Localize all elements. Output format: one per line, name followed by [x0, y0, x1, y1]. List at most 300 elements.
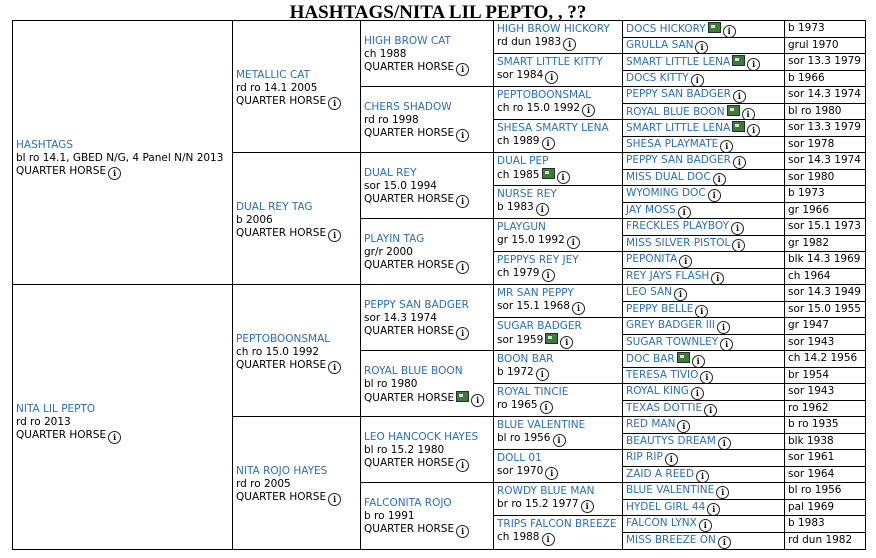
ancestor-cell [361, 351, 494, 417]
info-icon[interactable]: i [704, 404, 717, 417]
info-icon[interactable]: i [542, 269, 555, 282]
horse-name-link[interactable]: MISS DUAL DOC [626, 170, 711, 183]
info-icon[interactable]: i [700, 371, 713, 384]
ancestor-cell [361, 417, 494, 483]
horse-breed-text: QUARTER HORSE [364, 259, 455, 271]
horse-name-link[interactable]: MISS BREEZE ON [626, 533, 716, 546]
horse-info-cell [785, 120, 865, 137]
horse-details-text: sor 1984 [497, 69, 544, 81]
horse-details [497, 69, 619, 84]
horse-details-text: sor 1961 [788, 451, 835, 463]
ancestor-cell [623, 450, 785, 467]
horse-details [497, 531, 619, 546]
horse-name-link[interactable]: PLAYIN TAG [364, 233, 425, 245]
ancestor-cell [494, 87, 623, 120]
horse-details-text: ch ro 15.0 1992 [497, 102, 581, 114]
info-icon[interactable]: i [471, 394, 484, 407]
info-icon[interactable]: i [733, 156, 746, 169]
horse-details [364, 180, 490, 193]
ancestor-cell [623, 467, 785, 484]
photo-icon[interactable] [708, 22, 721, 33]
horse-details [497, 234, 619, 249]
info-icon[interactable]: i [717, 321, 730, 334]
info-icon[interactable]: i [108, 167, 121, 180]
info-icon[interactable]: i [723, 25, 736, 38]
horse-info-cell [785, 153, 865, 170]
horse-name-link[interactable]: ROYAL KING [626, 385, 689, 397]
photo-icon[interactable] [545, 333, 558, 344]
info-icon[interactable]: i [713, 173, 726, 186]
ancestor-cell [494, 318, 623, 351]
horse-details-text: ch 1979 [497, 267, 540, 279]
horse-details-text: ro 1965 [497, 399, 538, 411]
horse-info-cell [785, 384, 865, 401]
horse-details [236, 214, 357, 227]
ancestor-cell [494, 153, 623, 186]
ancestor-cell [13, 285, 233, 549]
horse-name-link[interactable]: HYDEL GIRL 44 [626, 500, 706, 513]
horse-details-text: b 1983 [788, 517, 825, 529]
horse-name-link[interactable]: PEPPY SAN BADGER [626, 154, 731, 166]
horse-breed [236, 227, 357, 242]
horse-name-link[interactable]: METALLIC CAT [236, 69, 311, 81]
info-icon[interactable]: i [674, 288, 687, 301]
horse-name-link[interactable]: NITA LIL PEPTO [16, 403, 96, 415]
horse-name-link[interactable]: PEPPY SAN BADGER [626, 88, 731, 100]
info-icon[interactable]: i [553, 434, 566, 447]
info-icon[interactable]: i [456, 327, 469, 340]
horse-name-link[interactable]: ROYAL BLUE BOON [364, 365, 463, 377]
info-icon[interactable]: i [679, 255, 692, 268]
horse-details [497, 498, 619, 513]
info-icon[interactable]: i [677, 420, 690, 433]
horse-name-link[interactable]: ROWDY BLUE MAN [497, 485, 595, 497]
horse-details-text: pal 1969 [788, 500, 835, 513]
horse-name-link[interactable]: PEPPY BELLE [626, 302, 694, 315]
ancestor-cell [623, 87, 785, 104]
horse-details-text: b ro 1935 [788, 418, 839, 430]
horse-name-link[interactable]: PEPPYS REY JEY [497, 254, 579, 266]
horse-name-link[interactable]: PEPONITA [626, 253, 678, 265]
ancestor-cell [623, 21, 785, 38]
horse-details-text: sor 14.3 1974 [364, 312, 437, 324]
ancestor-cell [623, 236, 785, 253]
ancestor-cell [361, 87, 494, 153]
info-icon[interactable]: i [720, 140, 733, 153]
horse-details-text: ch 1989 [497, 135, 540, 147]
horse-name-link[interactable]: CHERS SHADOW [364, 101, 452, 113]
horse-name-link[interactable]: WYOMING DOC [626, 187, 706, 199]
horse-breed [364, 259, 490, 274]
horse-name-link[interactable]: DOLL 01 [497, 452, 542, 464]
horse-details-text: gr 1966 [788, 203, 830, 216]
ancestor-cell [623, 170, 785, 187]
horse-details-text: b 2006 [236, 214, 273, 226]
info-icon[interactable]: i [456, 129, 469, 142]
horse-details [497, 300, 619, 315]
horse-name-link[interactable]: FALCONITA ROJO [364, 497, 452, 509]
horse-name-link[interactable]: MISS SILVER PISTOL [626, 236, 731, 249]
horse-breed-text: QUARTER HORSE [236, 491, 327, 503]
photo-icon[interactable] [677, 352, 690, 363]
ancestor-cell [623, 252, 785, 269]
horse-breed-text: QUARTER HORSE [364, 523, 455, 535]
horse-name-link[interactable]: SMART LITTLE LENA [626, 56, 731, 68]
info-icon[interactable]: i [456, 261, 469, 274]
horse-info-cell [785, 87, 865, 104]
info-icon[interactable]: i [691, 387, 704, 400]
horse-info-cell [785, 351, 865, 368]
info-icon[interactable]: i [582, 104, 595, 117]
info-icon[interactable]: i [708, 189, 721, 202]
horse-details [364, 114, 490, 127]
horse-name-link[interactable]: HIGH BROW HICKORY [497, 23, 610, 35]
horse-name-link[interactable]: DUAL REY [364, 167, 417, 179]
photo-icon[interactable] [542, 168, 555, 179]
horse-name-link[interactable]: HASHTAGS [16, 139, 74, 151]
ancestor-cell [623, 500, 785, 517]
horse-name-link[interactable]: DUAL PEP [497, 155, 549, 167]
horse-name-link[interactable]: TERESA TIVIO [626, 368, 699, 381]
horse-name-link[interactable]: SHESA SMARTY LENA [497, 122, 609, 134]
horse-details-text: ch 1985 [497, 169, 540, 181]
horse-name-link[interactable]: PEPTOBOONSMAL [236, 333, 331, 345]
horse-name-link[interactable]: GREY BADGER III [626, 319, 715, 331]
horse-details-text: rd dun 1982 [788, 533, 853, 546]
horse-breed-text: QUARTER HORSE [16, 165, 107, 177]
horse-details [497, 366, 619, 381]
horse-name-link[interactable]: PEPPY SAN BADGER [364, 299, 469, 311]
horse-info-cell [785, 203, 865, 220]
ancestor-cell [361, 21, 494, 87]
horse-details [497, 36, 619, 51]
info-icon[interactable]: i [542, 137, 555, 150]
horse-info-cell [785, 219, 865, 236]
horse-info-cell [785, 434, 865, 451]
horse-details [497, 168, 619, 184]
horse-name-link[interactable]: DOC BAR [626, 353, 675, 365]
info-icon[interactable]: i [742, 108, 755, 121]
horse-breed [364, 523, 490, 538]
ancestor-cell [623, 516, 785, 533]
info-icon[interactable]: i [545, 467, 558, 480]
horse-details-text: sor 15.0 1955 [788, 302, 861, 315]
horse-name-link[interactable]: TEXAS DOTTIE [626, 401, 703, 414]
photo-icon[interactable] [456, 391, 469, 402]
horse-name-link[interactable]: GRULLA SAN [626, 38, 694, 51]
info-icon[interactable]: i [328, 361, 341, 374]
horse-details-text: grul 1970 [788, 38, 839, 51]
ancestor-cell [623, 434, 785, 451]
horse-name-link[interactable]: BLUE VALENTINE [626, 484, 715, 496]
info-icon[interactable]: i [581, 500, 594, 513]
horse-info-cell [785, 467, 865, 484]
ancestor-cell [623, 186, 785, 203]
horse-details [364, 48, 490, 61]
ancestor-cell [494, 483, 623, 516]
ancestor-cell [623, 401, 785, 418]
horse-info-cell [785, 269, 865, 286]
horse-info-cell [785, 21, 865, 38]
horse-name-link[interactable]: PEPTOBOONSMAL [497, 89, 592, 101]
horse-info-cell [785, 252, 865, 269]
horse-name-link[interactable]: SHESA PLAYMATE [626, 137, 719, 150]
ancestor-cell [623, 54, 785, 71]
info-icon[interactable]: i [456, 459, 469, 472]
horse-breed-text: QUARTER HORSE [364, 61, 455, 73]
horse-details-text: b 1973 [788, 187, 825, 199]
info-icon[interactable]: i [572, 302, 585, 315]
photo-icon[interactable] [732, 121, 745, 132]
horse-name-link[interactable]: SMART LITTLE KITTY [497, 56, 603, 68]
info-icon[interactable]: i [707, 503, 720, 516]
info-icon[interactable]: i [536, 368, 549, 381]
horse-breed-text: QUARTER HORSE [364, 392, 455, 404]
horse-breed [236, 491, 357, 506]
info-icon[interactable]: i [563, 38, 576, 51]
horse-details-text: ro 1962 [788, 401, 829, 414]
horse-details [364, 510, 490, 523]
photo-icon[interactable] [732, 55, 745, 66]
ancestor-cell [623, 71, 785, 88]
ancestor-cell [623, 417, 785, 434]
info-icon[interactable]: i [695, 41, 708, 54]
info-icon[interactable]: i [747, 58, 760, 71]
info-icon[interactable]: i [718, 437, 731, 450]
horse-info-cell [785, 170, 865, 187]
horse-details-text: br ro 15.2 1977 [497, 498, 579, 510]
info-icon[interactable]: i [696, 470, 709, 483]
horse-breed [364, 61, 490, 76]
horse-info-cell [785, 54, 865, 71]
info-icon[interactable]: i [328, 97, 341, 110]
horse-name-link[interactable]: DUAL REY TAG [236, 201, 313, 213]
info-icon[interactable]: i [692, 355, 705, 368]
horse-info-cell [785, 285, 865, 302]
info-icon[interactable]: i [716, 486, 729, 499]
horse-name-link[interactable]: FRECKLES PLAYBOY [626, 220, 730, 232]
info-icon[interactable]: i [711, 272, 724, 285]
horse-info-cell [785, 137, 865, 154]
horse-details [497, 201, 619, 216]
horse-details [497, 135, 619, 150]
info-icon[interactable]: i [699, 519, 712, 532]
ancestor-cell [361, 285, 494, 351]
horse-name-link[interactable]: NURSE REY [497, 188, 557, 200]
horse-details [16, 152, 229, 165]
horse-info-cell [785, 38, 865, 55]
horse-info-cell [785, 71, 865, 88]
info-icon[interactable]: i [456, 63, 469, 76]
horse-breed [364, 457, 490, 472]
info-icon[interactable]: i [545, 71, 558, 84]
horse-name-link[interactable]: SMART LITTLE LENA [626, 122, 731, 134]
horse-details-text: gr 1947 [788, 319, 830, 331]
horse-details-text: rd ro 2013 [16, 416, 71, 428]
horse-info-cell [785, 335, 865, 352]
horse-info-cell [785, 318, 865, 335]
horse-breed-text: QUARTER HORSE [236, 227, 327, 239]
horse-details-text: sor 13.3 1979 [788, 55, 861, 67]
horse-breed [364, 127, 490, 142]
horse-details [236, 346, 357, 359]
horse-details-text: sor 1978 [788, 137, 835, 150]
horse-name-link[interactable]: SUGAR TOWNLEY [626, 335, 719, 348]
horse-name-link[interactable]: REY JAYS FLASH [626, 269, 710, 282]
info-icon[interactable]: i [665, 453, 678, 466]
info-icon[interactable]: i [540, 401, 553, 414]
ancestor-cell [623, 203, 785, 220]
info-icon[interactable]: i [328, 493, 341, 506]
ancestor-cell [623, 335, 785, 352]
horse-breed [236, 359, 357, 374]
ancestor-cell [623, 351, 785, 368]
ancestor-cell [623, 384, 785, 401]
info-icon[interactable]: i [456, 195, 469, 208]
info-icon[interactable]: i [542, 533, 555, 546]
horse-details [497, 432, 619, 447]
horse-details-text: sor 1970 [497, 465, 544, 477]
horse-name-link[interactable]: BEAUTYS DREAM [626, 434, 716, 447]
info-icon[interactable]: i [695, 305, 708, 318]
info-icon[interactable]: i [747, 124, 760, 137]
horse-details-text: bl ro 15.2 1980 [364, 444, 445, 456]
horse-name-link[interactable]: MR SAN PEPPY [497, 287, 574, 299]
ancestor-cell [494, 384, 623, 417]
pedigree-chart [12, 20, 866, 550]
horse-details-text: ch 1964 [788, 269, 831, 282]
horse-name-link[interactable]: RED MAN [626, 418, 676, 430]
info-icon[interactable]: i [328, 229, 341, 242]
horse-details-text: sor 14.3 1974 [788, 154, 861, 166]
horse-details-text: sor 15.0 1994 [364, 180, 437, 192]
info-icon[interactable]: i [691, 74, 704, 87]
horse-name-link[interactable]: NITA ROJO HAYES [236, 465, 328, 477]
photo-icon[interactable] [727, 105, 740, 116]
horse-name-link[interactable]: PLAYGUN [497, 221, 546, 233]
info-icon[interactable]: i [720, 338, 733, 351]
horse-details [497, 333, 619, 349]
horse-breed-text: QUARTER HORSE [236, 359, 327, 371]
horse-breed [364, 193, 490, 208]
horse-name-link[interactable]: RIP RIP [626, 451, 663, 463]
horse-details [364, 246, 490, 259]
horse-breed [16, 165, 229, 180]
horse-details-text: gr/r 2000 [364, 246, 413, 258]
horse-details-text: bl ro 1956 [788, 484, 842, 496]
horse-details [16, 416, 229, 429]
horse-name-link[interactable]: LEO HANCOCK HAYES [364, 431, 479, 443]
horse-breed-text: QUARTER HORSE [236, 95, 327, 107]
horse-name-link[interactable]: ROYAL TINCIE [497, 386, 569, 398]
horse-details-text: bl ro 1980 [788, 104, 842, 117]
horse-breed [236, 95, 357, 110]
horse-details-text: sor 15.1 1973 [788, 220, 861, 232]
horse-info-cell [785, 500, 865, 517]
info-icon[interactable]: i [678, 206, 691, 219]
horse-name-link[interactable]: ROYAL BLUE BOON [626, 105, 725, 118]
horse-breed-text: QUARTER HORSE [364, 127, 455, 139]
info-icon[interactable]: i [536, 203, 549, 216]
horse-name-link[interactable]: LEO SAN [626, 286, 672, 298]
horse-name-link[interactable]: ZAID A REED [626, 467, 695, 480]
horse-details [497, 102, 619, 117]
horse-name-link[interactable]: BLUE VALENTINE [497, 419, 586, 431]
ancestor-cell [233, 285, 361, 417]
info-icon[interactable]: i [733, 90, 746, 103]
info-icon[interactable]: i [557, 171, 570, 184]
horse-name-link[interactable]: TRIPS FALCON BREEZE [497, 518, 617, 530]
horse-breed [364, 391, 490, 407]
horse-details-text: bl ro 1956 [497, 432, 551, 444]
horse-info-cell [785, 450, 865, 467]
ancestor-cell [623, 302, 785, 319]
ancestor-cell [494, 351, 623, 384]
ancestor-cell [623, 269, 785, 286]
ancestor-cell [361, 219, 494, 285]
ancestor-cell [623, 318, 785, 335]
ancestor-cell [623, 483, 785, 500]
horse-details-text: sor 1943 [788, 335, 835, 348]
ancestor-cell [623, 120, 785, 137]
horse-details-text: ch 1988 [497, 531, 540, 543]
horse-details-text: gr 15.0 1992 [497, 234, 565, 246]
horse-name-link[interactable]: DOCS HICKORY [626, 23, 706, 35]
horse-details-text: b 1973 [788, 22, 825, 34]
ancestor-cell [623, 533, 785, 550]
horse-name-link[interactable]: HIGH BROW CAT [364, 35, 451, 47]
ancestor-cell [494, 252, 623, 285]
info-icon[interactable]: i [108, 431, 121, 444]
info-icon[interactable]: i [560, 336, 573, 349]
info-icon[interactable]: i [731, 222, 744, 235]
ancestor-cell [361, 153, 494, 219]
horse-name-link[interactable]: SUGAR BADGER [497, 320, 582, 332]
info-icon[interactable]: i [456, 525, 469, 538]
horse-breed [364, 325, 490, 340]
horse-info-cell [785, 368, 865, 385]
ancestor-cell [623, 104, 785, 121]
horse-name-link[interactable]: DOCS KITTY [626, 71, 689, 84]
horse-details-text: rd ro 1998 [364, 114, 419, 126]
page-title: HASHTAGS/NITA LIL PEPTO, , ?? [289, 2, 587, 23]
ancestor-cell [13, 21, 233, 285]
info-icon[interactable]: i [718, 536, 731, 549]
horse-info-cell [785, 186, 865, 203]
horse-name-link[interactable]: BOON BAR [497, 353, 554, 365]
ancestor-cell [623, 219, 785, 236]
horse-details-text: bl ro 1980 [364, 378, 418, 390]
ancestor-cell [361, 483, 494, 549]
ancestor-cell [233, 153, 361, 285]
horse-breed-text: QUARTER HORSE [16, 429, 107, 441]
horse-details [236, 478, 357, 491]
info-icon[interactable]: i [732, 239, 745, 252]
horse-name-link[interactable]: JAY MOSS [626, 203, 676, 216]
horse-details-text: rd ro 14.1 2005 [236, 82, 318, 94]
horse-name-link[interactable]: FALCON LYNX [626, 517, 697, 529]
horse-details-text: sor 1980 [788, 170, 835, 183]
horse-details [497, 465, 619, 480]
ancestor-cell [623, 137, 785, 154]
horse-info-cell [785, 516, 865, 533]
horse-details [364, 378, 490, 391]
horse-details-text: ch ro 15.0 1992 [236, 346, 320, 358]
info-icon[interactable]: i [567, 236, 580, 249]
horse-details-text: sor 14.3 1974 [788, 88, 861, 100]
horse-details-text: blk 14.3 1969 [788, 253, 861, 265]
horse-details-text: b ro 1991 [364, 510, 415, 522]
